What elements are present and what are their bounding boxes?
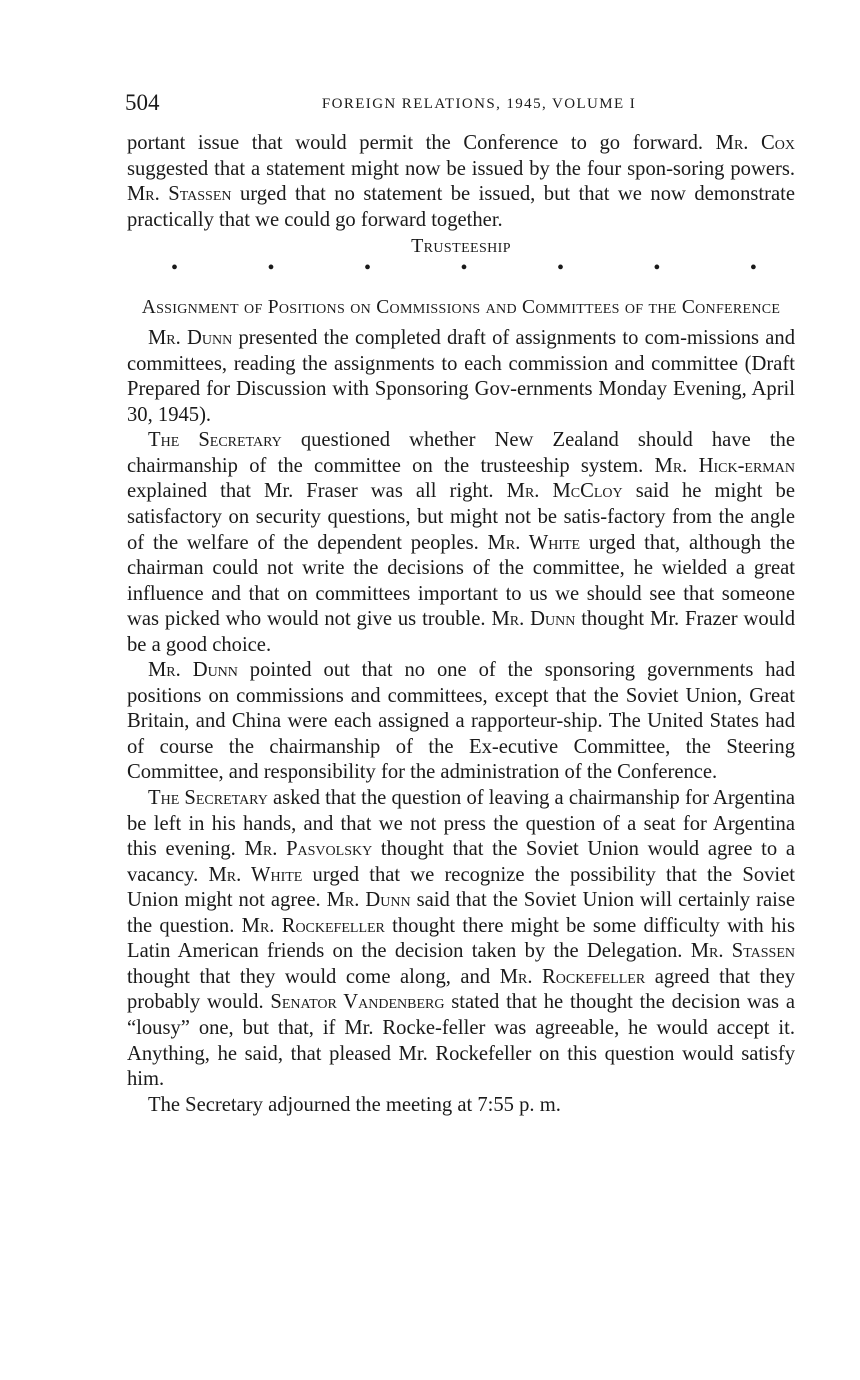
ellipsis-dot: • bbox=[363, 257, 371, 280]
text-run: urged that, although the chairman could not write the decisions of the committee, he wielded a great influence and that on committees important to us we should see that someone was picked who would not give us trouble. bbox=[127, 531, 795, 631]
text-run: urged that we recognize the possibility that the Soviet Union might not agree. bbox=[127, 863, 795, 912]
speaker-name: Mr. Cox bbox=[715, 132, 795, 154]
section-heading-assignment: Assignment of Positions on Commissions and Committees of the Conference bbox=[141, 297, 781, 319]
text-run: thought there might be some difficulty with his Latin American friends on the decision taken by the Delegation. bbox=[127, 914, 795, 963]
omission-ellipsis bbox=[127, 255, 795, 289]
speaker-name: The Secretary bbox=[148, 787, 268, 810]
speaker-name: Mr. Dunn bbox=[326, 889, 411, 912]
paragraph bbox=[127, 658, 795, 786]
speaker-name: Mr. Pasvolsky bbox=[244, 838, 373, 861]
text-run: questioned whether New Zealand should have the chairmanship of the committee on the trusteeship system. bbox=[127, 429, 795, 477]
text-run: thought that they would come along, and bbox=[127, 965, 500, 988]
text-run: suggested that a statement might now be issued by the four spon-soring powers. bbox=[127, 157, 795, 180]
text-run: asked that the question of leaving a chairmanship for Argentina be left in his hands, and that we not press the question of a seat for Argentina this evening. bbox=[127, 787, 796, 861]
section-heading-trusteeship: Trusteeship bbox=[411, 235, 511, 258]
speaker-name: The Secretary bbox=[148, 429, 282, 452]
text-run: portant issue that would permit the Conference to go forward. bbox=[127, 132, 716, 154]
running-head: FOREIGN RELATIONS, 1945, VOLUME I bbox=[321, 96, 637, 112]
text-run: stated that he thought the decision was a “lousy” one, but that, if Mr. Rocke-feller was agreeable, he would accept it. Anything, he said, that pleased Mr. Rockefeller on this question would satisfy him. bbox=[127, 991, 795, 1091]
text-run: explained that Mr. Fraser was all right. bbox=[127, 480, 507, 503]
speaker-name: Mr. White bbox=[208, 863, 303, 886]
speaker-name: Mr. White bbox=[487, 531, 581, 554]
page-header bbox=[125, 88, 797, 118]
paragraph-intro bbox=[127, 131, 795, 233]
speaker-name: Mr. Rockefeller bbox=[241, 914, 385, 937]
paragraph bbox=[127, 428, 795, 658]
paragraph bbox=[127, 326, 795, 428]
speaker-name: Mr. McCloy bbox=[506, 480, 623, 503]
page-number: 504 bbox=[125, 90, 160, 115]
ellipsis-dot: • bbox=[749, 257, 757, 280]
document-body bbox=[127, 131, 795, 1118]
speaker-name: Mr. Rockefeller bbox=[499, 965, 646, 988]
ellipsis-dot: • bbox=[460, 257, 468, 280]
text-run: pointed out that no one of the sponsoring governments had positions on commissions and committees, except that the Soviet Union, Great Britain, and China were each assigned a rapporteur-ship. The United States had of course the chairmanship of the Ex-ecutive Committee, the Steering Committee, and responsibility for the administration of the Conference. bbox=[127, 659, 795, 784]
text-run: said he might be satisfactory on security questions, but might not be satis-factory from the angle of the welfare of the dependent peoples. bbox=[127, 480, 795, 554]
ellipsis-dot: • bbox=[556, 257, 564, 280]
text-run: urged that no statement be issued, but that we now demonstrate practically that we could go forward together. bbox=[127, 183, 795, 231]
paragraph-closing: The Secretary adjourned the meeting at 7:55 p. m. bbox=[148, 1093, 561, 1116]
speaker-name: Senator Vandenberg bbox=[270, 991, 445, 1014]
speaker-name: Mr. Dunn bbox=[148, 327, 233, 350]
speaker-name: Mr. Stassen bbox=[127, 183, 232, 206]
ellipsis-dot: • bbox=[171, 257, 179, 280]
ellipsis-dot: • bbox=[267, 257, 275, 280]
ellipsis-dot: • bbox=[653, 257, 661, 280]
speaker-name: Mr. Stassen bbox=[690, 940, 795, 963]
speaker-name: Mr. Dunn bbox=[148, 659, 238, 682]
text-run: thought Mr. Frazer would be a good choice. bbox=[127, 608, 796, 656]
paragraph bbox=[127, 786, 795, 1093]
speaker-name: Mr. Dunn bbox=[491, 608, 576, 631]
text-run: presented the completed draft of assignments to com-missions and committees, reading the assignments to each commission and committee (Draft Prepared for Discussion with Sponsoring Gov-ernments Monday Evening, April 30, 1945). bbox=[127, 327, 795, 426]
text-run: thought that the Soviet Union would agree to a vacancy. bbox=[127, 838, 796, 886]
text-run: said that the Soviet Union will certainly raise the question. bbox=[127, 889, 795, 937]
text-run: agreed that they probably would. bbox=[127, 965, 796, 1014]
speaker-name: Mr. Hick-erman bbox=[654, 454, 795, 477]
